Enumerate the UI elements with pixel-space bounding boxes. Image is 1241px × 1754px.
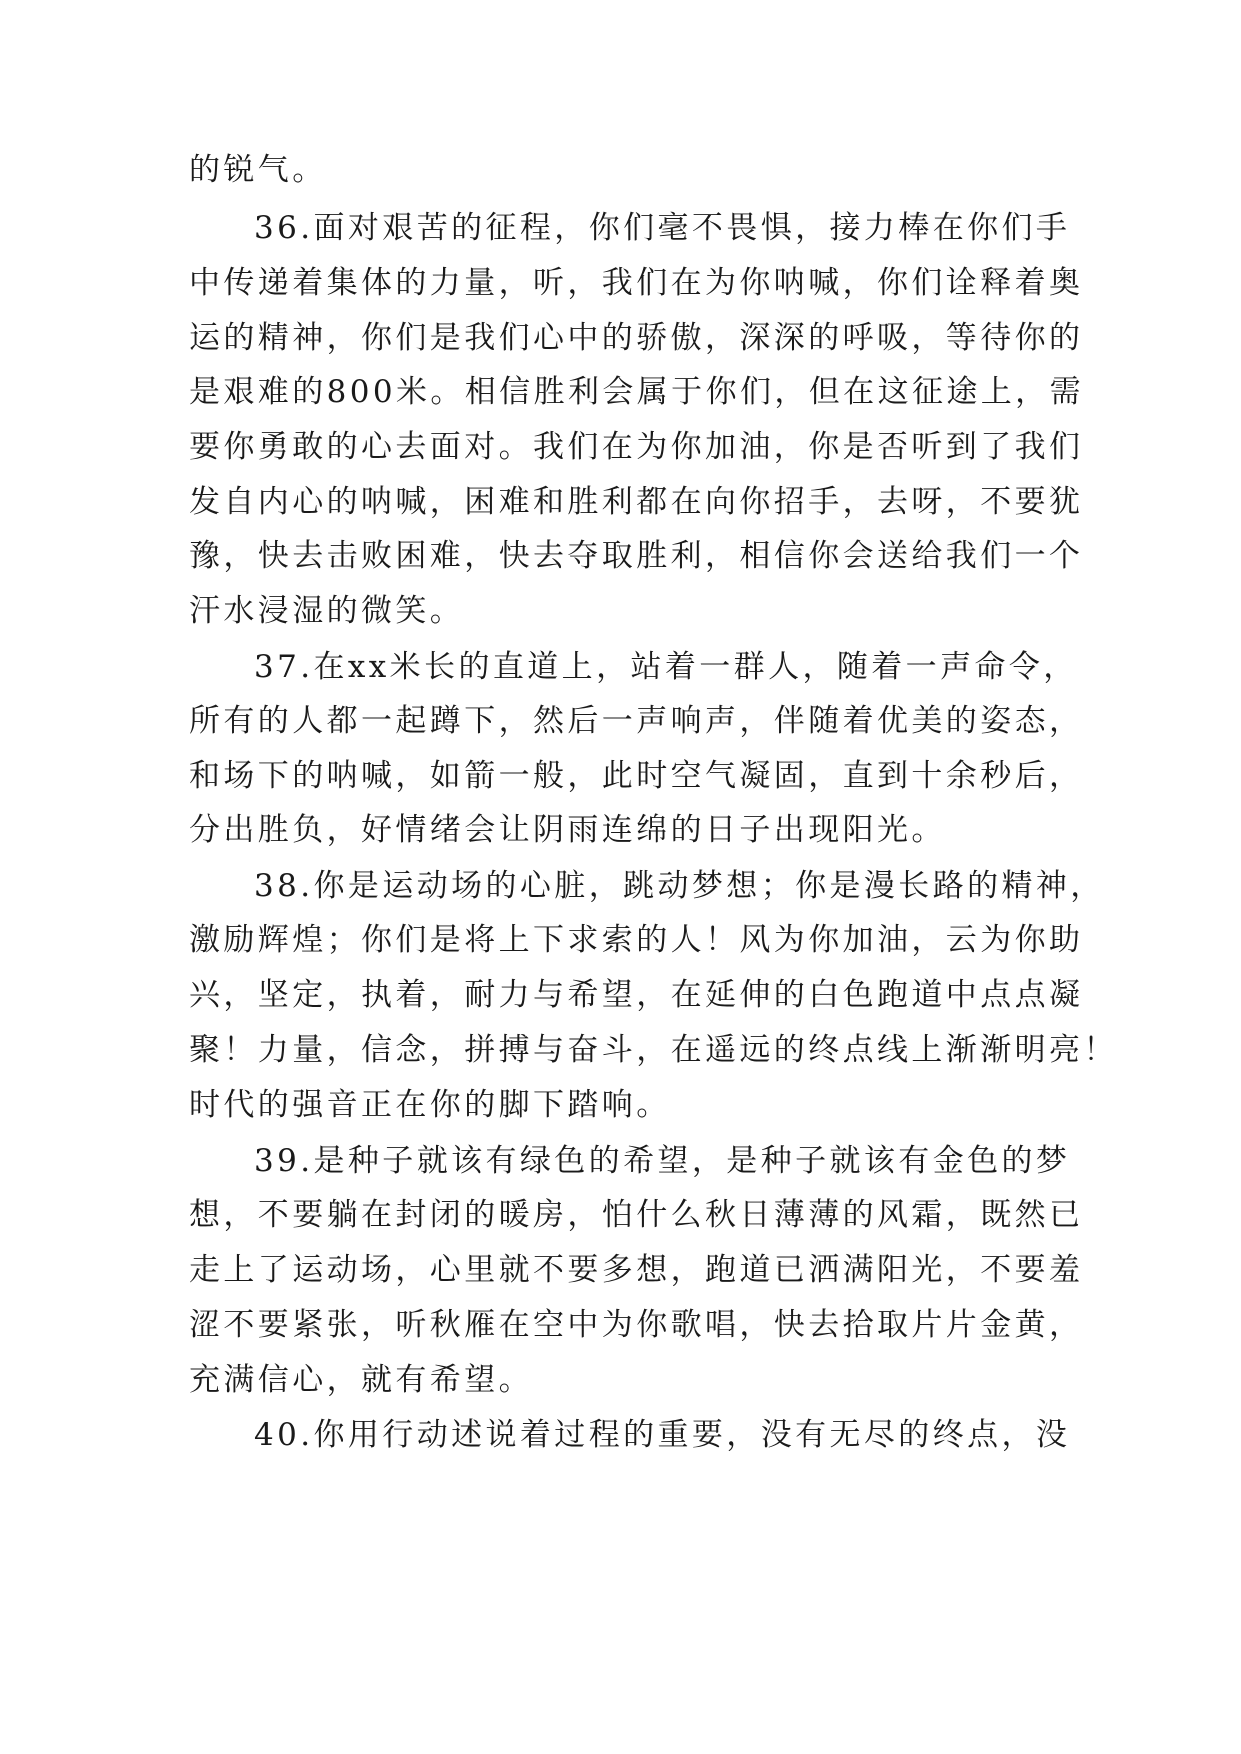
text-line-4: 运的精神，你们是我们心中的骄傲，深深的呼吸，等待你的 [189, 320, 1084, 356]
text-line-20: 想，不要躺在封闭的暖房，怕什么秋日薄薄的风霜，既然已 [189, 1197, 1084, 1233]
text-line-19: 39.是种子就该有绿色的希望，是种子就该有金色的梦 [254, 1143, 1071, 1179]
text-line-7: 发自内心的呐喊，困难和胜利都在向你招手，去呀，不要犹 [189, 484, 1084, 520]
text-line-5: 是艰难的800米。相信胜利会属于你们，但在这征途上，需 [189, 374, 1084, 410]
text-line-21: 走上了运动场，心里就不要多想，跑道已洒满阳光，不要羞 [189, 1252, 1084, 1288]
text-line-10: 37.在xx米长的直道上，站着一群人，随着一声命令， [254, 649, 1078, 685]
text-line-24: 40.你用行动述说着过程的重要，没有无尽的终点，没 [254, 1417, 1071, 1453]
text-line-23: 充满信心，就有希望。 [189, 1362, 533, 1398]
text-line-18: 时代的强音正在你的脚下踏响。 [189, 1087, 671, 1123]
text-line-8: 豫，快去击败困难，快去夺取胜利，相信你会送给我们一个 [189, 538, 1084, 574]
text-line-6: 要你勇敢的心去面对。我们在为你加油，你是否听到了我们 [189, 429, 1084, 465]
text-line-2: 36.面对艰苦的征程，你们毫不畏惧，接力棒在你们手 [254, 210, 1071, 246]
text-line-15: 激励辉煌；你们是将上下求索的人！风为你加油，云为你助 [189, 922, 1084, 958]
text-line-12: 和场下的呐喊，如箭一般，此时空气凝固，直到十余秒后， [189, 758, 1084, 794]
text-line-9: 汗水浸湿的微笑。 [189, 593, 465, 629]
text-line-14: 38.你是运动场的心脏，跳动梦想；你是漫长路的精神， [254, 868, 1105, 904]
text-line-1: 的锐气。 [189, 152, 327, 188]
text-line-16: 兴，坚定，执着，耐力与希望，在延伸的白色跑道中点点凝 [189, 977, 1084, 1013]
text-line-11: 所有的人都一起蹲下，然后一声响声，伴随着优美的姿态， [189, 703, 1084, 739]
text-line-13: 分出胜负，好情绪会让阴雨连绵的日子出现阳光。 [189, 812, 946, 848]
text-line-17: 聚！力量，信念，拼搏与奋斗，在遥远的终点线上渐渐明亮！ [189, 1032, 1118, 1068]
text-line-3: 中传递着集体的力量，听，我们在为你呐喊，你们诠释着奥 [189, 265, 1084, 301]
text-line-22: 涩不要紧张，听秋雁在空中为你歌唱，快去拾取片片金黄， [189, 1307, 1084, 1343]
